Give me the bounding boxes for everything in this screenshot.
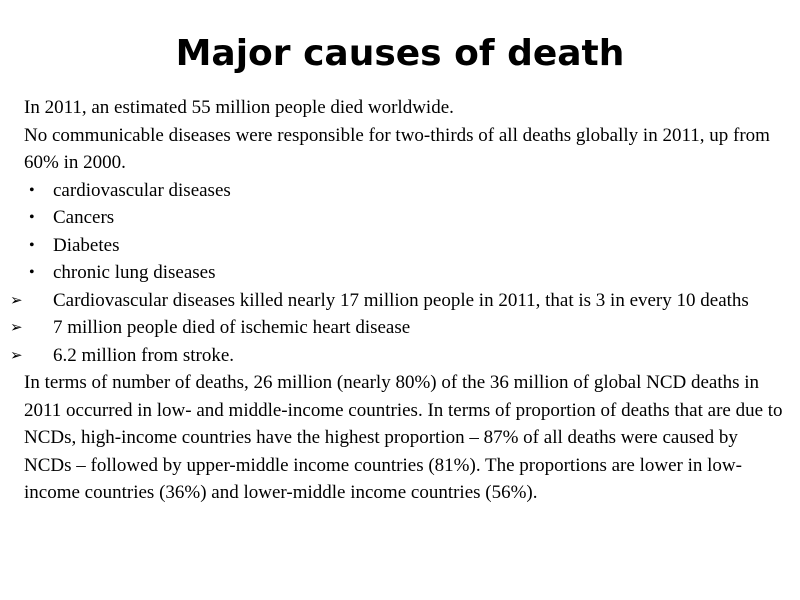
arrow-item: [10, 287, 788, 315]
bullet-icon: •: [29, 264, 35, 281]
arrow-text: 6.2 million from stroke.: [53, 344, 235, 366]
bullet-item: [24, 204, 788, 232]
bullet-text: chronic lung diseases: [53, 262, 216, 283]
arrow-text: Cardiovascular diseases killed nearly 17 million people in 2011, that is 3 in every 10 deaths: [53, 289, 749, 311]
cause-bullet-list: [24, 177, 788, 287]
slide-title: Major causes of death: [175, 33, 625, 74]
closing-paragraph: In terms of number of deaths, 26 million (nearly 80%) of the 36 million of global NCD deaths in 2011 occurred in low- and middle-income countries. In terms of proportion of deaths that are due to NCDs, high-income countries have the highest proportion – 87% of all deaths were caused by NCDs – followed by upper-middle income countries (81%). The proportions are lower in low-income countries (36%) and lower-middle income countries (56%).: [24, 372, 783, 503]
intro-paragraph-1: In 2011, an estimated 55 million people died worldwide.: [24, 97, 454, 118]
arrow-item: [10, 342, 788, 370]
arrow-bullet-icon: ➢: [10, 345, 23, 364]
bullet-item: [24, 177, 788, 205]
arrow-bullet-icon: ➢: [10, 290, 23, 309]
intro-paragraph-2: No communicable diseases were responsible for two-thirds of all deaths globally in 2011, up from 60% in 2000.: [24, 124, 770, 173]
arrow-bullet-list: [10, 287, 788, 370]
bullet-item: [24, 259, 788, 287]
bullet-text: Cancers: [53, 207, 115, 228]
bullet-text: cardiovascular diseases: [53, 179, 231, 201]
slide-body: [10, 94, 788, 507]
arrow-text: 7 million people died of ischemic heart disease: [53, 317, 411, 338]
bullet-icon: •: [29, 236, 35, 254]
bullet-text: Diabetes: [53, 234, 120, 256]
arrow-item: [10, 314, 788, 342]
bullet-icon: •: [29, 209, 35, 226]
bullet-item: [24, 232, 788, 260]
arrow-bullet-icon: ➢: [10, 318, 23, 336]
bullet-icon: •: [29, 181, 35, 199]
